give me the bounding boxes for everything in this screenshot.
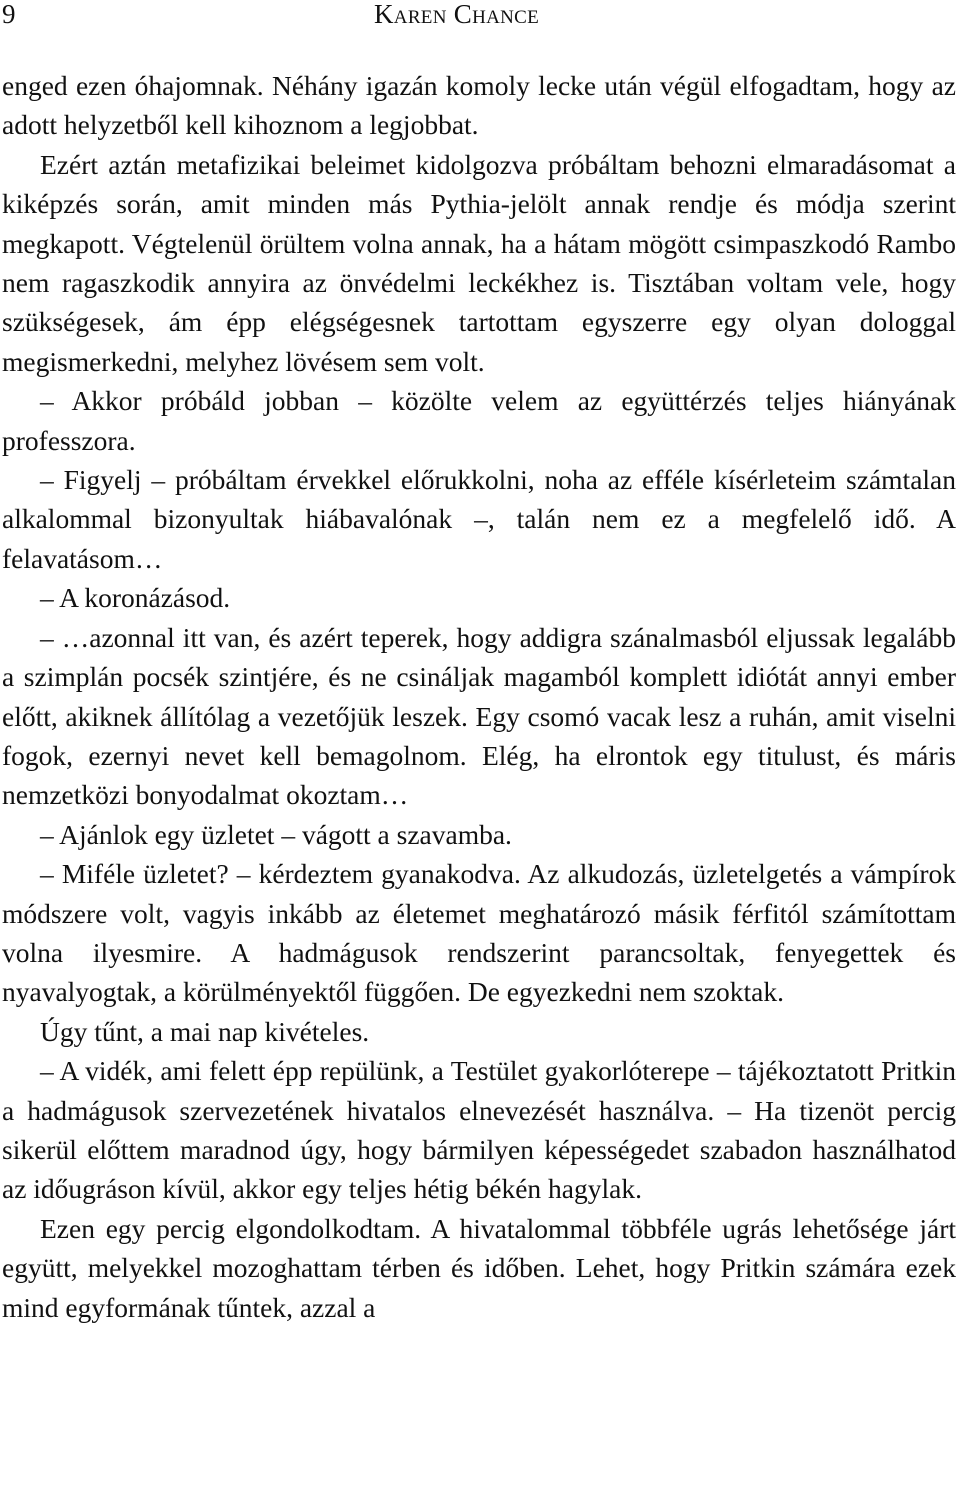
paragraph: enged ezen óhajomnak. Néhány igazán komoly lecke után végül elfogadtam, hogy az adott helyzetből kell kihoznom a legjobbat.: [2, 70, 956, 141]
paragraph: – …azonnal itt van, és azért teperek, hogy addigra szánalmasból eljussak legalább a szimplán pocsék szintjére, és ne csináljak magamból komplett idiótát annyi ember előtt, akiknek állítólag a vezetőjük leszek. Egy csomó vacak lesz a ruhán, amit viselni fogok, ezernyi nevet kell bemagolnom. Elég, ha elrontok egy titulust, és máris nemzetközi bonyodalmat okoztam…: [2, 621, 956, 811]
paragraph: Ezen egy percig elgondolkodtam. A hivatalommal többféle ugrás lehetősége járt együtt, melyekkel mozoghattam térben és időben. Lehet, hogy Pritkin számára ezek mind egyformának tűntek, azzal a: [2, 1212, 956, 1323]
page-header: [0, 0, 960, 32]
body-text: [2, 66, 956, 1327]
paragraph: – A vidék, ami felett épp repülünk, a Testület gyakorlóterepe – tájékoztatott Pritkin a hadmágusok szervezetének hivatalos elnevezését használva. – Ha tizenöt percig sikerül előttem maradnod úgy, hogy bármilyen képességedet szabadon használhatod az időugráson kívül, akkor egy teljes hétig békén hagylak.: [2, 1055, 956, 1205]
paragraph: – Miféle üzletet? – kérdeztem gyanakodva. Az alkudozás, üzletelgetés a vámpírok módszere volt, vagyis inkább az életemet meghatározó másik férfitól számítottam volna ilyesmire. A hadmágusok rendszerint parancsoltak, fenyegettek és nyavalyogtak, a körülményektől függően. De egyezkedni nem szoktak.: [2, 858, 956, 1008]
running-title-author: Karen Chance: [374, 0, 540, 29]
page-number: 9: [2, 0, 16, 29]
paragraph: Ezért aztán metafizikai beleimet kidolgozva próbáltam behozni elmaradásomat a kiképzés során, amit minden más Pythia-jelölt annak rendje és módja szerint megkapott. Végtelenül örültem volna annak, ha a hátam mögött csimpaszkodó Rambo nem ragaszkodik annyira az önvédelmi leckékhez is. Tisztában voltam vele, hogy szükségesek, ám épp elégségesnek tartottam egyszerre egy olyan dologgal megismerkedni, melyhez lövésem sem volt.: [2, 148, 956, 377]
paragraph: – A koronázásod.: [40, 582, 231, 614]
paragraph: Úgy tűnt, a mai nap kivételes.: [40, 1015, 370, 1047]
paragraph: – Ajánlok egy üzletet – vágott a szavamba.: [40, 818, 512, 850]
paragraph: – Akkor próbáld jobban – közölte velem az együttérzés teljes hiányának professzora.: [2, 385, 956, 456]
paragraph: – Figyelj – próbáltam érvekkel előrukkolni, noha az efféle kísérleteim számtalan alkalommal bizonyultak hiábavalónak –, talán nem ez a megfelelő idő. A felavatásom…: [2, 464, 956, 574]
